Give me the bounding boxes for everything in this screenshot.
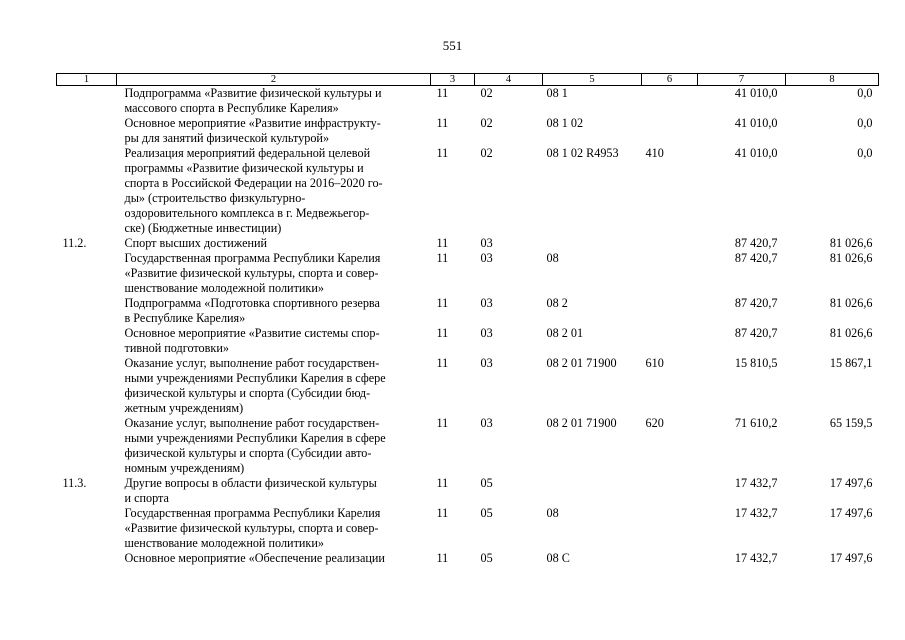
description-line: Реализация мероприятий федеральной целевой (124, 146, 371, 160)
description-line: Оказание услуг, выполнение работ государствен- (124, 416, 380, 430)
row-expense-type (642, 251, 698, 296)
row-subsection: 02 (480, 116, 493, 130)
header-col-4: 4 (475, 74, 543, 86)
table-row (57, 146, 879, 236)
row-section: 11 (436, 146, 449, 160)
row-amount-2: 0,0 (857, 116, 873, 130)
row-amount-2: 81 026,6 (829, 326, 873, 340)
header-col-2: 2 (117, 74, 431, 86)
row-subsection: 03 (480, 326, 493, 340)
row-description (117, 476, 431, 506)
budget-table (56, 73, 879, 566)
row-subsection: 03 (480, 416, 493, 430)
table-row (57, 296, 879, 326)
description-line: ске) (Бюджетные инвестиции) (124, 221, 282, 235)
description-line: Основное мероприятие «Развитие инфраструкту- (124, 116, 381, 130)
row-section: 11 (436, 296, 449, 310)
description-line: Подпрограмма «Подготовка спортивного резерва (124, 296, 380, 310)
row-amount-2: 0,0 (857, 86, 873, 100)
description-line: ры для занятий физической культурой» (124, 131, 330, 145)
row-description (117, 146, 431, 236)
description-line: ды» (строительство физкультурно- (124, 191, 306, 205)
row-description (117, 326, 431, 356)
description-line: шенствование молодежной политики» (124, 281, 324, 295)
row-section: 11 (436, 251, 449, 265)
table-row (57, 356, 879, 416)
row-amount-1: 17 432,7 (734, 551, 778, 565)
row-number (57, 116, 117, 146)
description-line: жетным учреждениям) (124, 401, 244, 415)
row-subsection: 02 (480, 146, 493, 160)
row-number (57, 506, 117, 551)
row-subsection: 05 (480, 551, 493, 565)
row-description (117, 356, 431, 416)
row-amount-2: 81 026,6 (829, 251, 873, 265)
description-line: «Развитие физической культуры, спорта и совер- (124, 266, 379, 280)
table-row (57, 86, 879, 117)
row-target-article: 08 2 01 71900 (546, 416, 617, 430)
description-line: Государственная программа Республики Карелия (124, 506, 381, 520)
header-row (57, 74, 879, 86)
row-amount-2: 81 026,6 (829, 296, 873, 310)
row-description (117, 551, 431, 566)
description-line: физической культуры и спорта (Субсидии авто- (124, 446, 372, 460)
row-subsection: 03 (480, 236, 493, 250)
table-row (57, 506, 879, 551)
table-row (57, 236, 879, 251)
header-col-8: 8 (786, 74, 879, 86)
table-row (57, 476, 879, 506)
row-expense-type (642, 326, 698, 356)
row-subsection: 03 (480, 251, 493, 265)
row-target-article: 08 2 01 71900 (546, 356, 617, 370)
row-description (117, 86, 431, 117)
row-description (117, 116, 431, 146)
row-amount-2: 17 497,6 (829, 506, 873, 520)
row-expense-type: 610 (645, 356, 664, 370)
row-number (57, 356, 117, 416)
row-amount-1: 71 610,2 (734, 416, 778, 430)
header-col-3: 3 (431, 74, 475, 86)
row-section: 11 (436, 476, 449, 490)
row-expense-type (642, 86, 698, 117)
table-row (57, 326, 879, 356)
row-amount-1: 17 432,7 (734, 476, 778, 490)
row-expense-type (642, 551, 698, 566)
description-line: Государственная программа Республики Карелия (124, 251, 381, 265)
row-amount-1: 41 010,0 (734, 146, 778, 160)
row-amount-2: 17 497,6 (829, 551, 873, 565)
row-amount-1: 87 420,7 (734, 326, 778, 340)
table-header (57, 74, 879, 86)
description-line: номным учреждениям) (124, 461, 245, 475)
row-amount-1: 15 810,5 (734, 356, 778, 370)
row-target-article: 08 2 01 (546, 326, 584, 340)
row-subsection: 03 (480, 296, 493, 310)
row-expense-type: 410 (645, 146, 664, 160)
table-row (57, 551, 879, 566)
row-amount-1: 87 420,7 (734, 251, 778, 265)
description-line: физической культуры и спорта (Субсидии бюд- (124, 386, 371, 400)
description-line: шенствование молодежной политики» (124, 536, 324, 550)
row-section: 11 (436, 116, 449, 130)
description-line: «Развитие физической культуры, спорта и совер- (124, 521, 379, 535)
description-line: в Республике Карелия» (124, 311, 246, 325)
table-row (57, 416, 879, 476)
description-line: Основное мероприятие «Обеспечение реализации (124, 551, 385, 565)
row-section: 11 (436, 236, 449, 250)
row-target-article: 08 1 02 (546, 116, 584, 130)
description-line: ными учреждениями Республики Карелия в сфере (124, 371, 386, 385)
description-line: Другие вопросы в области физической культуры (124, 476, 377, 490)
row-number (57, 86, 117, 117)
row-section: 11 (436, 326, 449, 340)
row-expense-type (642, 236, 698, 251)
description-line: Подпрограмма «Развитие физической культуры и (124, 86, 382, 100)
row-expense-type (642, 506, 698, 551)
row-target-article: 08 1 02 R4953 (546, 146, 619, 160)
row-number: 11.3. (62, 476, 87, 490)
row-section: 11 (436, 416, 449, 430)
row-subsection: 05 (480, 476, 493, 490)
row-number (57, 551, 117, 566)
table-body (57, 86, 879, 567)
row-description (117, 506, 431, 551)
description-line: Спорт высших достижений (124, 236, 268, 250)
row-section: 11 (436, 551, 449, 565)
description-line: спорта в Российской Федерации на 2016–2020 го- (124, 176, 383, 190)
row-amount-2: 17 497,6 (829, 476, 873, 490)
description-line: Оказание услуг, выполнение работ государствен- (124, 356, 380, 370)
row-description (117, 296, 431, 326)
row-amount-2: 65 159,5 (829, 416, 873, 430)
row-section: 11 (436, 506, 449, 520)
row-subsection: 02 (480, 86, 493, 100)
row-section: 11 (436, 356, 449, 370)
row-number (57, 146, 117, 236)
row-number: 11.2. (62, 236, 87, 250)
description-line: Основное мероприятие «Развитие системы спор- (124, 326, 380, 340)
row-expense-type (642, 296, 698, 326)
row-section: 11 (436, 86, 449, 100)
row-target-article: 08 2 (546, 296, 568, 310)
description-line: оздоровительного комплекса в г. Медвежьегор- (124, 206, 370, 220)
row-number (57, 251, 117, 296)
row-target-article: 08 (546, 251, 559, 265)
row-target-article: 08 (546, 506, 559, 520)
row-number (57, 296, 117, 326)
row-expense-type (642, 476, 698, 506)
description-line: массового спорта в Республике Карелия» (124, 101, 339, 115)
row-target-article: 08 С (546, 551, 570, 565)
row-target-article (543, 476, 642, 506)
page-number: 551 (442, 38, 463, 53)
row-amount-1: 87 420,7 (734, 296, 778, 310)
row-target-article (543, 236, 642, 251)
table-row (57, 251, 879, 296)
row-amount-2: 81 026,6 (829, 236, 873, 250)
row-number (57, 326, 117, 356)
row-amount-2: 15 867,1 (829, 356, 873, 370)
row-amount-1: 17 432,7 (734, 506, 778, 520)
row-subsection: 05 (480, 506, 493, 520)
description-line: программы «Развитие физической культуры и (124, 161, 364, 175)
row-amount-1: 41 010,0 (734, 86, 778, 100)
row-amount-1: 41 010,0 (734, 116, 778, 130)
row-number (57, 416, 117, 476)
description-line: ными учреждениями Республики Карелия в сфере (124, 431, 386, 445)
row-subsection: 03 (480, 356, 493, 370)
row-description (117, 251, 431, 296)
row-amount-1: 87 420,7 (734, 236, 778, 250)
row-target-article: 08 1 (546, 86, 568, 100)
row-amount-2: 0,0 (857, 146, 873, 160)
table-row (57, 116, 879, 146)
row-description (117, 416, 431, 476)
row-expense-type (642, 116, 698, 146)
description-line: тивной подготовки» (124, 341, 229, 355)
description-line: и спорта (124, 491, 169, 505)
row-description (117, 236, 431, 251)
header-col-5: 5 (543, 74, 642, 86)
header-col-1: 1 (57, 74, 117, 86)
row-expense-type: 620 (645, 416, 664, 430)
header-col-7: 7 (698, 74, 786, 86)
header-col-6: 6 (642, 74, 698, 86)
